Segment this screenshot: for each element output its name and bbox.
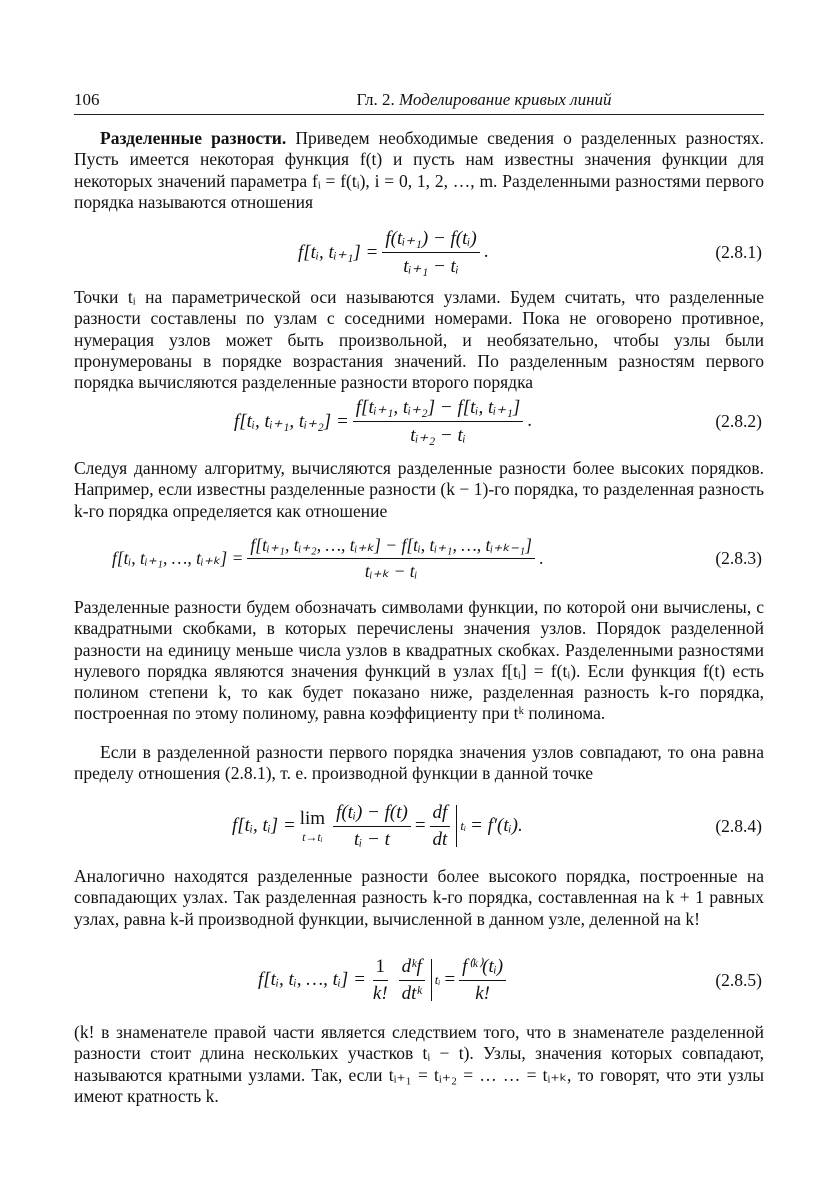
evaluation-bar	[431, 959, 432, 1001]
numerator: f[tᵢ₊₁, tᵢ₊₂] − f[tᵢ, tᵢ₊₁]	[353, 396, 524, 422]
equation-label: (2.8.4)	[715, 815, 762, 836]
equation-lhs: f[tᵢ, tᵢ₊₁] =	[298, 241, 379, 263]
chapter-number: Гл. 2.	[356, 90, 395, 109]
paragraph-5	[74, 742, 764, 785]
paragraph-text: Приведем необходимые сведения о разделенных разностях. Пусть имеется некоторая функция f(t) и пусть нам известны значения функции для некоторых значений параметра fᵢ = f(tᵢ), i = 0, 1, 2, …, m. Разделенными разностями первого порядка называются отношения	[74, 128, 764, 212]
paragraph-3	[74, 458, 764, 522]
evaluation-point: tᵢ	[434, 972, 441, 987]
equation-body	[232, 794, 523, 858]
paragraph-6	[74, 866, 764, 930]
running-title	[74, 90, 764, 110]
evaluation-bar	[456, 805, 457, 847]
equation-2-8-2	[74, 393, 764, 449]
numerator: f(tᵢ) − f(t)	[333, 802, 411, 827]
numerator: f(tᵢ₊₁) − f(tᵢ)	[382, 227, 479, 253]
equation-lhs: f[tᵢ, tᵢ₊₁, tᵢ₊₂] =	[234, 410, 349, 432]
paragraph-text: Разделенные разности будем обозначать символами функции, по которой они вычислены, с квадратными скобками, в которых перечислены значения узлов. Порядок разделенной разности на единицу меньше числа узлов в квадратных скобках. Разделенными разностями нулевого порядка являются значения функций в узлах f[tᵢ] = f(tᵢ). Если функция f(t) есть полином степени k, то как будет показано ниже, разделенная разность k-го порядка, построенная по этому полиному, равна коэффициенту при tᵏ полинома.	[74, 597, 764, 724]
numerator: f⁽ᵏ⁾(tᵢ)	[459, 955, 506, 981]
equation-body	[298, 224, 489, 280]
chapter-title: Моделирование кривых линий	[399, 90, 612, 109]
equation-body	[258, 948, 510, 1012]
equation-label: (2.8.2)	[715, 410, 762, 431]
denominator: tᵢ − t	[354, 828, 390, 850]
limit-subscript: t→tᵢ	[302, 829, 323, 844]
equation-label: (2.8.3)	[715, 547, 762, 568]
section-heading: Разделенные разности.	[100, 128, 287, 148]
paragraph-text: (k! в знаменателе правой части является следствием того, что в знаменателе разделенной разности стоит длина нескольких участков tᵢ − t). Узлы, значения которых совпадают, называются кратными узлами. Так, если tᵢ₊₁ = tᵢ₊₂ = … … = tᵢ₊ₖ, то говорят, что эти узлы имеют кратность k.	[74, 1022, 764, 1106]
equation-2-8-4	[74, 794, 764, 858]
limit-word: lim	[299, 807, 326, 829]
derivative-fraction	[430, 802, 451, 851]
denominator: tᵢ₊ₖ − tᵢ	[364, 560, 418, 581]
paragraph-7	[74, 1022, 764, 1107]
running-header	[74, 88, 764, 115]
fraction	[459, 955, 506, 1005]
denominator: k!	[475, 983, 490, 1004]
denominator: tᵢ₊₁ − tᵢ	[403, 255, 459, 277]
evaluation-point: tᵢ	[460, 818, 466, 833]
equation-label: (2.8.5)	[715, 969, 762, 990]
equation-lhs: f[tᵢ, tᵢ₊₁, …, tᵢ₊ₖ] =	[112, 547, 244, 568]
equation-lhs: f[tᵢ, tᵢ] =	[232, 815, 296, 836]
paragraph-text: Аналогично находятся разделенные разности более высокого порядка, построенные на совпадающих узлах. Так разделенная разность k-го порядка, составленная на k + 1 равных узлах, равна k-й производной функции, вычисленной в данном узле, деленной на k!	[74, 866, 764, 929]
equation-rhs: = f′(tᵢ).	[470, 815, 523, 836]
paragraph-1	[74, 128, 764, 213]
derivative-fraction	[399, 956, 425, 1005]
equation-punct: .	[483, 241, 489, 262]
equals-sign: =	[414, 815, 426, 836]
coefficient-denominator: k!	[372, 982, 388, 1004]
equation-lhs: f[tᵢ, tᵢ, …, tᵢ] =	[258, 969, 366, 990]
equation-2-8-1	[74, 224, 764, 280]
fraction	[353, 396, 524, 447]
equals-sign: =	[444, 969, 456, 990]
equation-punct: .	[538, 547, 544, 568]
coefficient-numerator: 1	[373, 956, 389, 981]
derivative-numerator: df	[430, 802, 451, 827]
equation-punct: .	[527, 410, 533, 431]
derivative-denominator: dtᵏ	[401, 982, 422, 1004]
equation-label: (2.8.1)	[715, 241, 762, 262]
equation-2-8-5	[74, 948, 764, 1012]
equation-body	[112, 530, 543, 586]
numerator: f[tᵢ₊₁, tᵢ₊₂, …, tᵢ₊ₖ] − f[tᵢ, tᵢ₊₁, …, tᵢ₊ₖ₋₁]	[247, 535, 535, 559]
fraction	[333, 802, 411, 851]
paragraph-2	[74, 287, 764, 393]
fraction	[382, 227, 479, 278]
equation-body	[234, 393, 532, 449]
paragraph-text: Следуя данному алгоритму, вычисляются разделенные разности более высоких порядков. Например, если известны разделенные разности (k − 1)-го порядка, то разделенная разность k-го порядка определяется как отношение	[74, 458, 764, 521]
paragraph-text: Точки tᵢ на параметрической оси называются узлами. Будем считать, что разделенные разности составлены по узлам с соседними номерами. Пока не оговорено противное, нумерация узлов может быть произвольной, и необязательно, чтобы узлы были пронумерованы в порядке возрастания значений. По разделенным разностям первого порядка вычисляются разделенные разности второго порядка	[74, 287, 764, 393]
coefficient-fraction	[370, 956, 391, 1005]
derivative-denominator: dt	[432, 828, 448, 850]
equation-2-8-3	[74, 530, 764, 586]
derivative-numerator: dᵏf	[399, 956, 425, 981]
fraction	[247, 535, 535, 582]
page-number: 106	[74, 90, 100, 109]
paragraph-4	[74, 597, 764, 725]
paragraph-text: Если в разделенной разности первого порядка значения узлов совпадают, то она равна пределу отношения (2.8.1), т. е. производной функции в данной точке	[74, 742, 764, 784]
denominator: tᵢ₊₂ − tᵢ	[410, 424, 466, 446]
limit-operator	[300, 808, 325, 845]
